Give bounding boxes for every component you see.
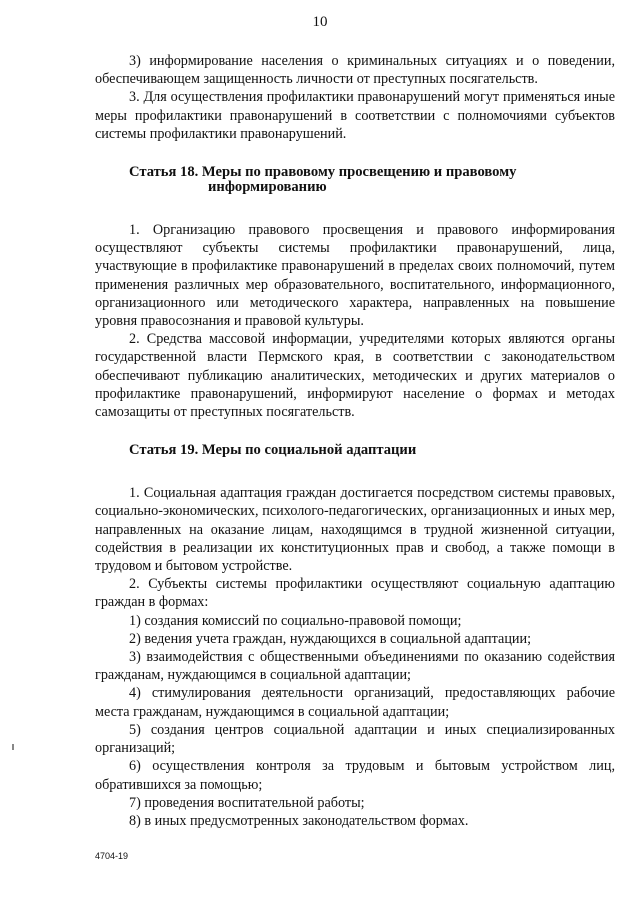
paragraph: 1. Социальная адаптация граждан достигается посредством системы правовых, социально-экономических, психолого-педагогических, организационных и иных мер, направленных на оказание лицам, находящимся в трудной жизненной ситуации, содействия в реализации их конституционных прав и свобод, а также помощи в трудовом и бытовом устройстве. — [95, 485, 615, 575]
spacer — [95, 195, 615, 221]
article-18-heading-line1: Статья 18. Меры по правовому просвещению и правовому — [129, 164, 517, 181]
paragraph: 2. Субъекты системы профилактики осуществляют социальную адаптацию граждан в формах: — [95, 576, 615, 611]
list-item: 2) ведения учета граждан, нуждающихся в социальной адаптации; — [129, 630, 532, 647]
list-item: 8) в иных предусмотренных законодательством формах. — [129, 812, 469, 829]
document-code: 4704-19 — [95, 851, 129, 861]
article-19-heading: Статья 19. Меры по социальной адаптации — [129, 442, 417, 459]
margin-mark — [12, 744, 14, 750]
spacer — [95, 421, 615, 443]
paragraph: 3. Для осуществления профилактики правонарушений могут применяться иные меры профилактики правонарушений в соответствии с полномочиями субъектов системы профилактики правонарушений. — [95, 89, 615, 142]
paragraph: 1. Организацию правового просвещения и правового информирования осуществляют субъекты системы профилактики правонарушений, лица, участвующие в профилактике правонарушений в пределах своих полномочий, путем применения различных мер образовательного, воспитательного, информационного, организационного или методического характера, направленных на повышение уровня правосознания и правовой культуры. — [95, 222, 615, 330]
spacer — [95, 143, 615, 165]
list-item: 3) взаимодействия с общественными объединениями по оказанию содействия гражданам, нуждающимся в социальной адаптации; — [95, 649, 615, 684]
list-item: 1) создания комиссий по социально-правовой помощи; — [129, 612, 462, 629]
article-18-heading-line2: информированию — [208, 179, 327, 196]
page-number: 10 — [312, 14, 328, 30]
paragraph: 2. Средства массовой информации, учредителями которых являются органы государственной власти Пермского края, в соответствии с законодательством обеспечивают публикацию аналитических, методических и других материалов о профилактике правонарушений, информируют население о формах и методах самозащиты от преступных посягательств. — [95, 331, 615, 421]
spacer — [95, 458, 615, 484]
article-18-heading — [95, 165, 615, 195]
list-item: 5) создания центров социальной адаптации и иных специализированных организаций; — [95, 721, 615, 757]
list-item: 4) стимулирования деятельности организаций, предоставляющих рабочие места гражданам, нуждающимся в социальной адаптации; — [95, 685, 615, 720]
paragraph: 3) информирование населения о криминальных ситуациях и о поведении, обеспечивающем защищенность личности от преступных посягательств. — [95, 53, 615, 88]
document-body — [95, 52, 615, 830]
list-item: 6) осуществления контроля за трудовым и бытовым устройством лиц, обратившихся за помощью; — [95, 758, 615, 793]
list-item: 7) проведения воспитательной работы; — [129, 794, 365, 811]
